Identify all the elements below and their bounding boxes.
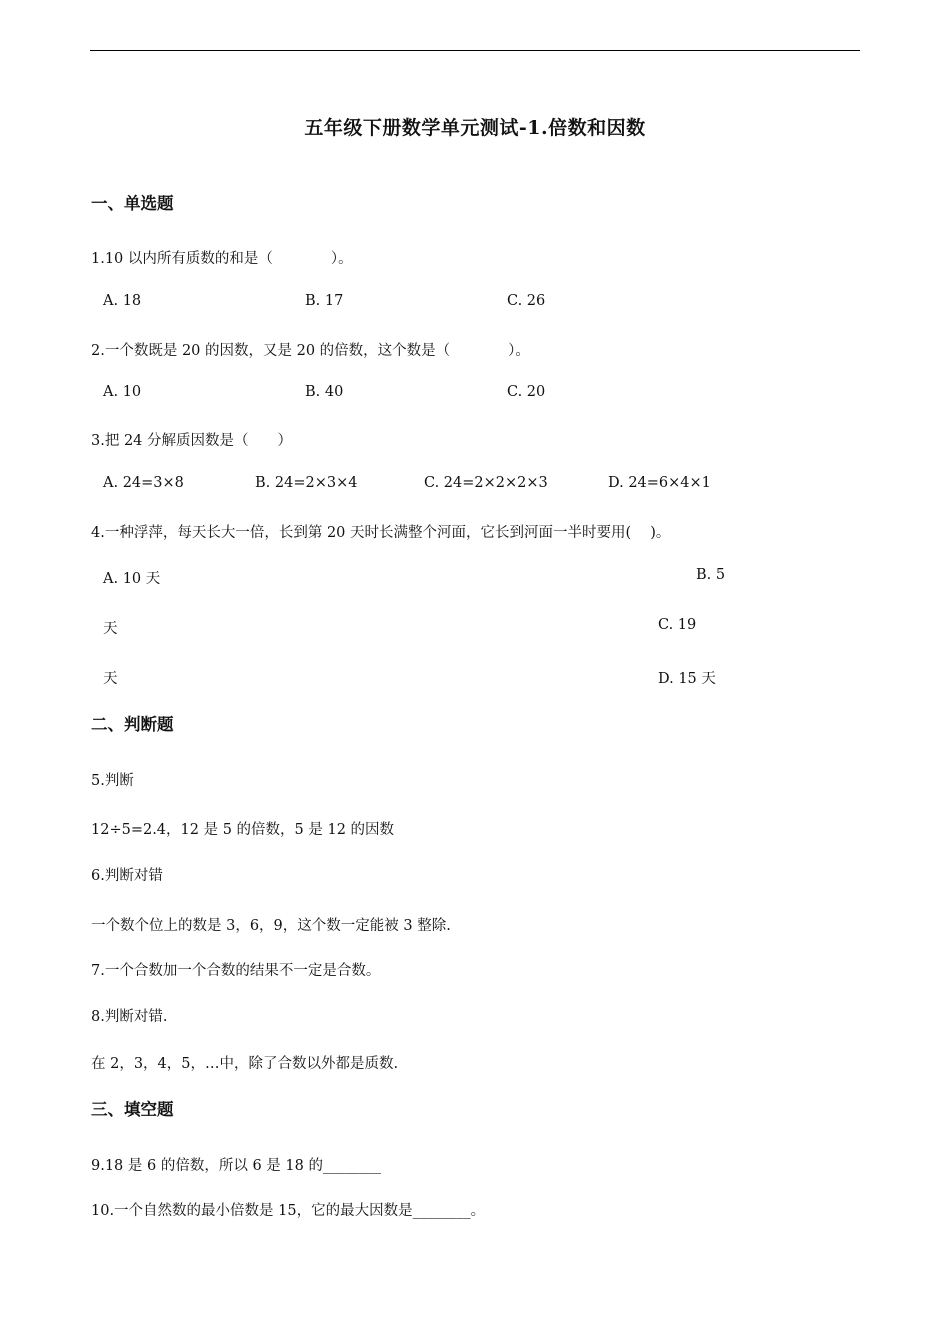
question-7-stem: 7.一个合数加一个合数的结果不一定是合数。 — [91, 963, 381, 979]
section-title-true-false: 二、判断题 — [91, 715, 174, 734]
question-4-option-b-unit: 天 — [103, 621, 118, 637]
question-4-option-b: B. 5 — [696, 567, 726, 583]
question-4-option-a: A. 10 天 — [103, 571, 161, 587]
question-3-option-c: C. 24=2×2×2×3 — [424, 475, 548, 491]
question-1-option-a: A. 18 — [103, 293, 142, 309]
section-title-fill-blank: 三、填空题 — [91, 1100, 174, 1119]
question-4-option-d: D. 15 天 — [658, 671, 716, 687]
question-2-option-c: C. 20 — [507, 384, 546, 400]
section-title-single-choice: 一、单选题 — [91, 194, 174, 213]
question-8-stem: 8.判断对错. — [91, 1009, 168, 1025]
question-2-option-a: A. 10 — [103, 384, 142, 400]
question-5-stem: 5.判断 — [91, 773, 134, 789]
question-3-option-b: B. 24=2×3×4 — [255, 475, 358, 491]
question-5-statement: 12÷5=2.4，12 是 5 的倍数，5 是 12 的因数 — [91, 822, 395, 838]
page-title: 五年级下册数学单元测试-1.倍数和因数 — [304, 117, 646, 139]
question-4-option-c-unit: 天 — [103, 671, 118, 687]
question-6-stem: 6.判断对错 — [91, 868, 163, 884]
question-6-statement: 一个数个位上的数是 3，6，9，这个数一定能被 3 整除. — [91, 918, 451, 934]
question-1-stem: 1.10 以内所有质数的和是（ ）。 — [91, 251, 353, 267]
question-8-statement: 在 2，3，4，5，…中，除了合数以外都是质数. — [91, 1056, 399, 1072]
question-3-stem: 3.把 24 分解质因数是（ ） — [91, 433, 293, 449]
question-3-option-d: D. 24=6×4×1 — [608, 475, 711, 491]
question-3-option-a: A. 24=3×8 — [103, 475, 184, 491]
question-1-option-b: B. 17 — [305, 293, 344, 309]
question-2-option-b: B. 40 — [305, 384, 344, 400]
question-1-option-c: C. 26 — [507, 293, 546, 309]
question-4-option-c: C. 19 — [658, 617, 697, 633]
question-2-stem: 2.一个数既是 20 的因数，又是 20 的倍数，这个数是（ ）。 — [91, 343, 530, 359]
question-10-stem: 10.一个自然数的最小倍数是 15，它的最大因数是________。 — [91, 1203, 486, 1219]
question-9-stem: 9.18 是 6 的倍数，所以 6 是 18 的________ — [91, 1158, 381, 1174]
question-4-stem: 4.一种浮萍，每天长大一倍，长到第 20 天时长满整个河面，它长到河面一半时要用( )。 — [91, 525, 671, 541]
header-rule — [90, 50, 860, 51]
